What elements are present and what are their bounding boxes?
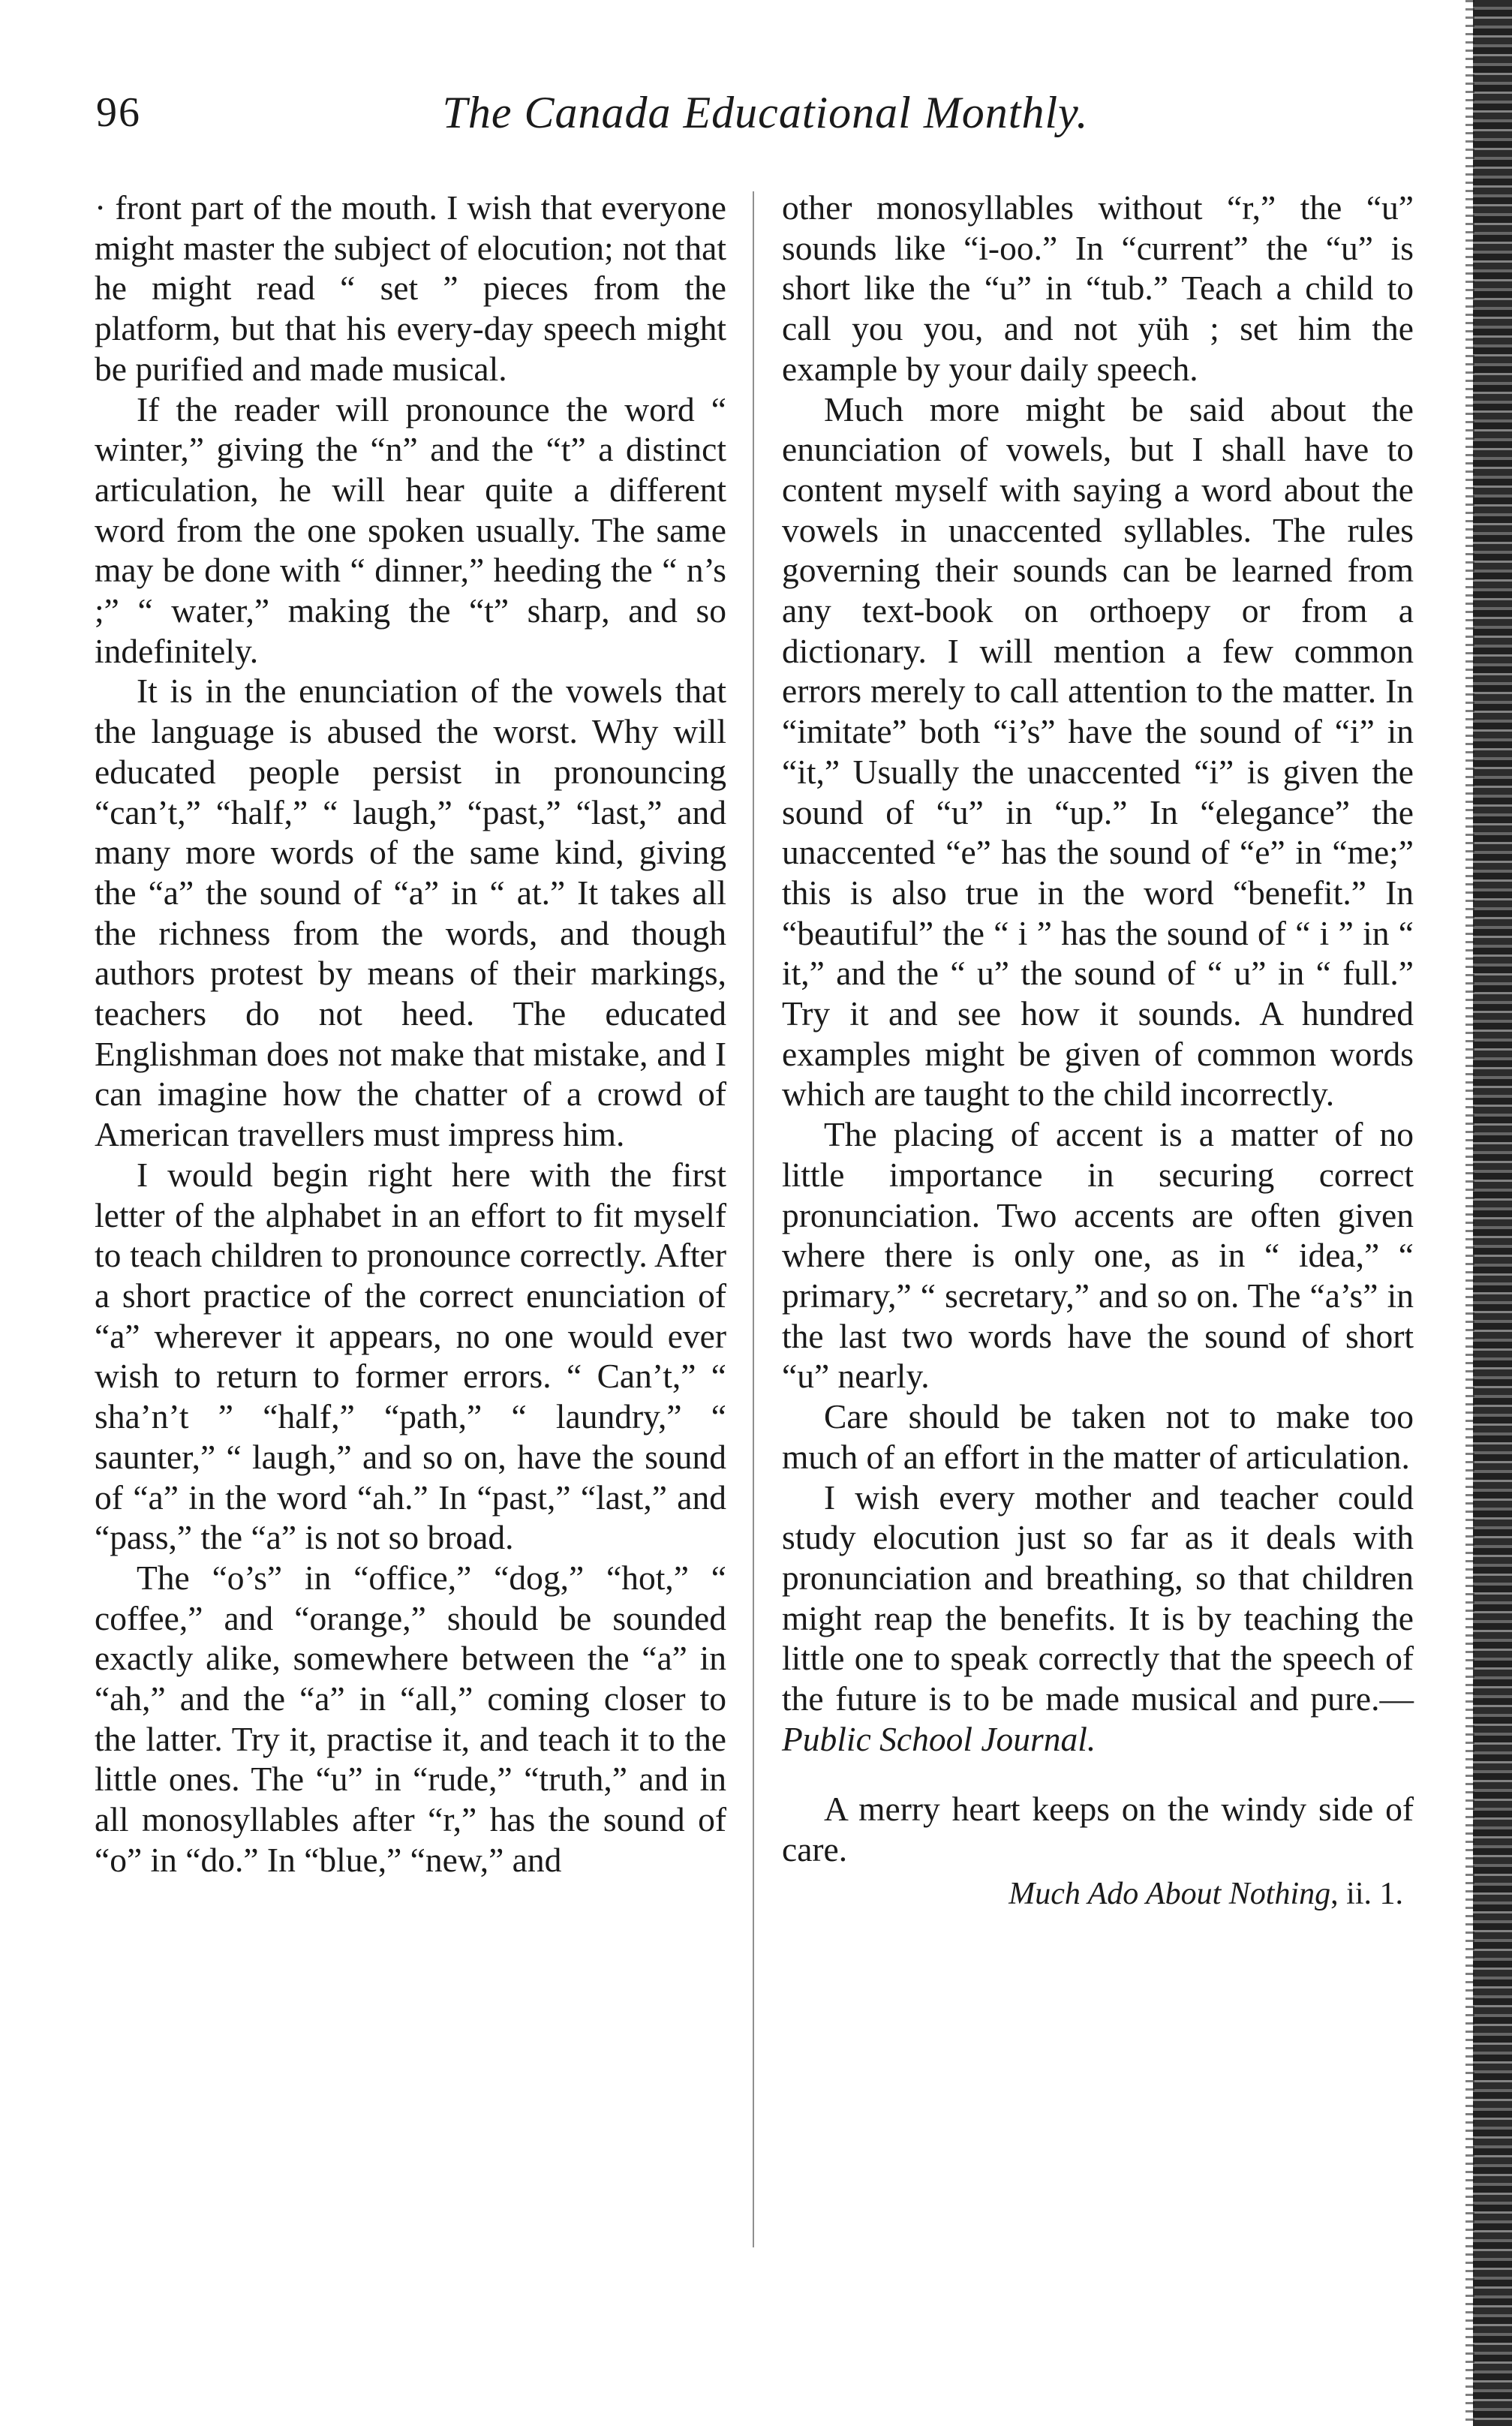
attribution-reference: , ii. 1. bbox=[1330, 1876, 1403, 1911]
source-citation: Public School Journal. bbox=[782, 1719, 1096, 1758]
page-number: 96 bbox=[96, 89, 141, 136]
closing-quote: A merry heart keeps on the windy side of care. bbox=[782, 1790, 1414, 1869]
quote-attribution bbox=[782, 1874, 1414, 1915]
paragraph: The “o’s” in “office,” “dog,” “hot,” “ coffee,” and “orange,” should be sounded exactly alike, somewhere between the “a” in “ah,” and the “a” in “all,” coming closer to the latter. Try it, practise it, and teach it to the little ones. The “u” in “rude,” “truth,” and in all monosyllables after “r,” has the sound of “o” in “do.” In “blue,” “new,” and bbox=[95, 1558, 726, 1879]
paragraph: other monosyllables without “r,” the “u” sounds like “i-oo.” In “current” the “u” is short like the “u” in “tub.” Teach a child to call you you, and not yüh ; set him the example by your daily speech. bbox=[782, 188, 1414, 388]
left-column bbox=[95, 188, 726, 1880]
paragraph: I would begin right here with the first letter of the alphabet in an effort to fit myself to teach children to pronounce correctly. After a short practice of the correct enunciation of “a” wherever it appears, no one would ever wish to return to former errors. “ Can’t,” “ sha’n’t ” “half,” “path,” “ laundry,” “ saunter,” “ laugh,” and so on, have the sound of “a” in the word “ah.” In “past,” “last,” and “pass,” the “a” is not so broad. bbox=[95, 1155, 726, 1557]
paragraph: Care should be taken not to make too much of an effort in the matter of articulation. bbox=[782, 1397, 1414, 1476]
paragraph: · front part of the mouth. I wish that everyone might master the subject of elocution; not that he might read “ set ” pieces from the platform, but that his every-day speech might be purified and made musical. bbox=[95, 188, 726, 388]
right-column bbox=[782, 188, 1414, 1915]
paragraph: If the reader will pronounce the word “ winter,” giving the “n” and the “t” a distinct articulation, he will hear quite a different word from the one spoken usually. The same may be done with “ dinner,” heeding the “ n’s ;” “ water,” making the “t” sharp, and so indefinitely. bbox=[95, 389, 726, 670]
paragraph: It is in the enunciation of the vowels that the language is abused the worst. Why will educated people persist in pronouncing “can’t,” “half,” “ laugh,” “past,” “last,” and many more words of the same kind, giving the “a” the sound of “a” in “ at.” It takes all the richness from the words, and though authors protest by means of their markings, teachers do not heed. The educated Englishman does not make that mistake, and I can imagine how the chatter of a crowd of American travellers must impress him. bbox=[95, 672, 726, 1154]
column-divider bbox=[752, 191, 754, 2247]
paragraph-with-source bbox=[782, 1478, 1414, 1760]
paragraph-text: I wish every mother and teacher could study elocution just so far as it deals with pronunciation and breathing, so that children might reap the benefits. It is by teaching the little one to speak correctly that the speech of the future is to be made musical and pure.— bbox=[782, 1478, 1414, 1718]
running-title: The Canada Educational Monthly. bbox=[442, 88, 1089, 137]
attribution-title: Much Ado About Nothing bbox=[1009, 1876, 1331, 1911]
paragraph: Much more might be said about the enunciation of vowels, but I shall have to content myself with saying a word about the vowels in unaccented syllables. The rules governing their sounds can be learned from any text-book on orthoepy or from a dictionary. I will mention a few common errors merely to call attention to the matter. In “imitate” both “i’s” have the sound of “i” in “it,” Usually the unaccented “i” is given the sound of “u” in “up.” In “elegance” the unaccented “e” has the sound of “e” in “me;” this is also true in the word “benefit.” In “beautiful” the “ i ” has the sound of “ i ” in “ it,” and the “ u” the sound of “ u” in “ full.” Try it and see how it sounds. A hundred examples might be given of common words which are taught to the child incorrectly. bbox=[782, 389, 1414, 1114]
scanned-page-edge bbox=[1473, 0, 1512, 2426]
paragraph: The placing of accent is a matter of no little importance in securing correct pronunciation. Two accents are often given where there is only one, as in “ idea,” “ primary,” “ secretary,” and so on. The “a’s” in the last two words have the sound of short “u” nearly. bbox=[782, 1115, 1414, 1396]
